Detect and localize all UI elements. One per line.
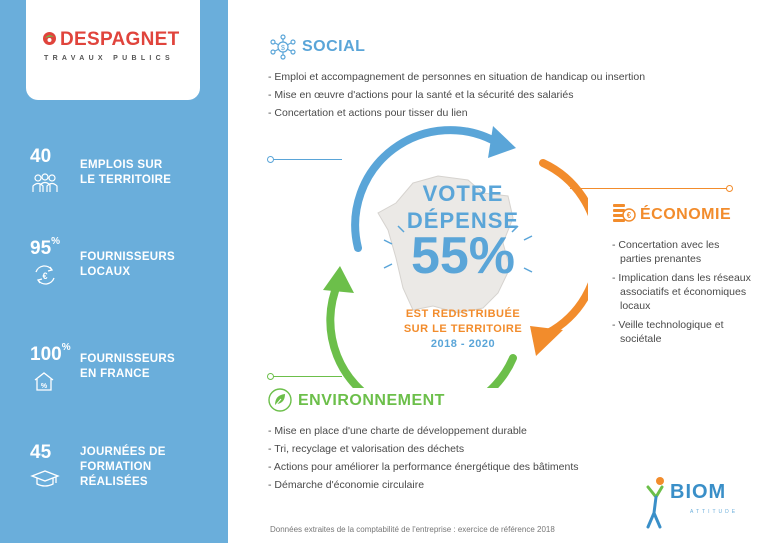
despagnet-logo-icon <box>42 31 57 46</box>
center-line2: DÉPENSE <box>406 208 520 233</box>
svg-text:€: € <box>626 211 632 220</box>
stat-number: 40 <box>30 146 52 167</box>
economie-connector-dot <box>726 185 733 192</box>
list-item: - Actions pour améliorer la performance énergétique des bâtiments <box>268 461 579 473</box>
list-item: - Mise en œuvre d'actions pour la santé et la sécurité des salariés <box>268 89 574 101</box>
center-subtext: EST REDISTRIBUÉE SUR LE TERRITOIRE 2018 - 2020 <box>403 308 523 350</box>
list-item: - Mise en place d'une charte de développement durable <box>268 425 527 437</box>
environnement-list <box>268 422 628 494</box>
stat-label: FOURNISSEURS LOCAUX <box>80 251 175 278</box>
people-icon <box>30 172 60 194</box>
social-network-icon <box>270 34 296 60</box>
brand-name: DESPAGNET <box>60 29 180 50</box>
stat-number: 100% <box>30 342 71 365</box>
center-percent: 55% <box>410 227 516 285</box>
svg-text:€: € <box>42 271 48 281</box>
list-item: - Tri, recyclage et valorisation des déchets <box>268 443 465 455</box>
biom-attitude-logo <box>640 475 750 530</box>
environnement-arrow-icon <box>323 266 354 293</box>
list-item: - Concertation et actions pour tisser du lien <box>268 107 468 119</box>
list-item: - Emploi et accompagnement de personnes en situation de handicap ou insertion <box>268 71 646 83</box>
list-item: - Démarche d'économie circulaire <box>268 479 425 491</box>
social-connector-dot <box>267 156 274 163</box>
stat-fournisseurs-locaux <box>0 238 228 298</box>
biom-figure-icon <box>640 475 672 530</box>
social-title: SOCIAL <box>302 38 366 55</box>
svg-text:%: % <box>40 383 48 390</box>
svg-text:$: $ <box>281 45 285 52</box>
leaf-icon <box>268 388 292 412</box>
economie-title: ÉCONOMIE <box>640 206 732 223</box>
social-arrow-icon <box>488 126 516 158</box>
list-item: - Implication dans les réseaux associatifs et économiques locaux <box>612 272 751 312</box>
list-item: - Concertation avec les parties prenantes <box>612 239 720 265</box>
stat-number: 95% <box>30 236 61 259</box>
stat-label: FOURNISSEURS EN FRANCE <box>80 353 175 380</box>
environnement-title: ENVIRONNEMENT <box>298 392 445 409</box>
euro-exchange-icon <box>30 264 60 286</box>
center-line1: VOTRE <box>422 181 504 206</box>
list-item: - Veille technologique et sociétale <box>612 319 724 345</box>
coins-euro-icon <box>612 202 636 224</box>
stat-formation <box>0 442 228 502</box>
stat-fournisseurs-france <box>0 344 228 404</box>
stat-label: JOURNÉES DE FORMATION RÉALISÉES <box>80 446 166 488</box>
economie-connector <box>570 188 728 189</box>
footer-note: Données extraites de la comptabilité de l'entreprise : exercice de référence 2018 <box>270 525 555 534</box>
social-list <box>268 68 698 122</box>
biom-sub: ATTITUDE <box>690 509 739 515</box>
stat-label: EMPLOIS SUR LE TERRITOIRE <box>80 159 172 186</box>
stat-emplois <box>0 146 228 206</box>
economie-list <box>612 238 752 351</box>
brand-subtitle: TRAVAUX PUBLICS <box>44 55 174 62</box>
biom-word: BIOM <box>670 481 727 503</box>
economie-arc <box>543 163 588 333</box>
sidebar <box>0 0 228 543</box>
house-percent-icon <box>30 370 60 392</box>
stat-number: 45 <box>30 442 52 463</box>
environnement-connector-dot <box>267 373 274 380</box>
graduation-cap-icon <box>30 468 60 490</box>
